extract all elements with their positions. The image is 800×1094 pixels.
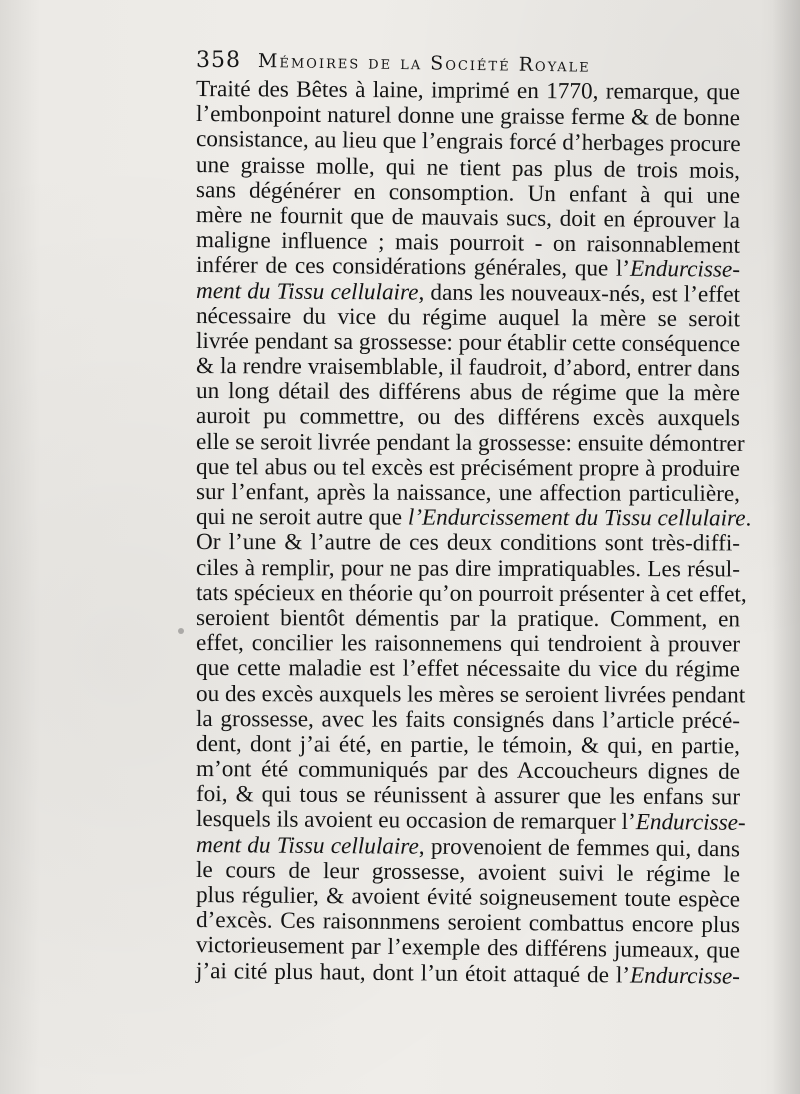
text-line: une graisse molle, qui ne tient pas plus de trois mois, — [195, 151, 741, 184]
text-line: nécessaire du vice du régime auquel la mère se seroit — [195, 302, 741, 333]
text-line: mère ne fournit que de mauvais sucs, doit en éprouver la — [195, 201, 741, 234]
text-line: plus régulier, & avoient évité soigneusement toute espèce — [195, 882, 741, 913]
text-line: sans dégénérer en consomption. Un enfant à qui une — [195, 176, 741, 209]
text-line: elle se seroit livrée pendant la grossesse: ensuite démontrer — [195, 428, 745, 457]
text-line: seroient bientôt démentis par la pratique. Comment, en — [195, 604, 741, 633]
text-line: ciles à remplir, pour ne pas dire impratiquables. Les résul- — [195, 554, 741, 582]
page-edge-shadow — [772, 0, 800, 1094]
text-line: Traité des Bêtes à laine, imprimé en 1770, remarque, que — [195, 76, 741, 106]
text-line: & la rendre vraisemblable, il faudroit, d’abord, entrer dans — [195, 353, 741, 382]
text-line: un long détail des différens abus de régime que la mère — [195, 378, 741, 407]
text-line: tats spécieux en théorie qu’on pourroit présenter à cet effet, — [195, 579, 747, 608]
text-line: livrée pendant sa grossesse: pour établir cette conséquence — [195, 327, 741, 358]
text-line: d’excès. Ces raisonnmens seroient combattus encore plus — [195, 907, 741, 939]
text-line: dent, dont j’ai été, en partie, le témoin, & qui, en partie, — [195, 730, 741, 760]
text-line: auroit pu commettre, ou des différens excès auxquels — [195, 403, 741, 432]
text-line: l’embonpoint naturel donne une graisse ferme & de bonne — [195, 101, 741, 132]
text-line: maligne influence ; mais pourroit - on raisonnablement — [195, 227, 741, 259]
text-line: effet, concilier les raisonnemens qui tendroient à prouver — [195, 630, 741, 658]
text-line: victorieusement par l’exemple des différens jumeaux, que — [195, 932, 741, 965]
body-text — [195, 76, 752, 990]
ink-speck — [178, 628, 184, 634]
text-line: sur l’enfant, après la naissance, une affection particulière, — [195, 479, 741, 507]
text-line: ment du Tissu cellulaire, dans les nouveaux-nés, est l’effet — [195, 277, 741, 308]
text-line: j’ai cité plus haut, dont l’un étoit attaqué de l’Endurcisse- — [195, 957, 741, 990]
text-line: la grossesse, avec les faits consignés dans l’article précé- — [195, 705, 741, 734]
text-line: ment du Tissu cellulaire, provenoient de femmes qui, dans — [195, 831, 741, 862]
running-head: Mémoires de la Société Royale — [257, 50, 591, 77]
text-line: inférer de ces considérations générales, que l’Endurcisse- — [195, 252, 741, 284]
text-line: le cours de leur grossesse, avoient suivi le régime le — [195, 856, 741, 888]
text-line: m’ont été communiqués par des Accoucheurs dignes de — [195, 756, 741, 785]
text-line: lesquels ils avoient eu occasion de remarquer l’Endurcisse- — [195, 806, 746, 837]
text-line: que cette maladie est l’effet nécessaite du vice du régime — [195, 655, 741, 683]
text-line: que tel abus ou tel excès est précisément propre à produire — [195, 453, 741, 482]
text-line: Or l’une & l’autre de ces deux conditions sont très-diffi- — [195, 529, 741, 557]
text-line: consistance, au lieu que l’engrais forcé d’herbages procure — [195, 126, 741, 158]
text-line: qui ne seroit autre que l’Endurcissement du Tissu cellulaire. — [195, 504, 752, 532]
page-header — [196, 44, 711, 80]
text-line: ou des excès auxquels les mères se seroient livrées pendant — [195, 680, 746, 708]
page-number: 358 — [196, 48, 241, 73]
text-line: foi, & qui tous se réunissent à assurer que les enfans sur — [195, 781, 741, 811]
